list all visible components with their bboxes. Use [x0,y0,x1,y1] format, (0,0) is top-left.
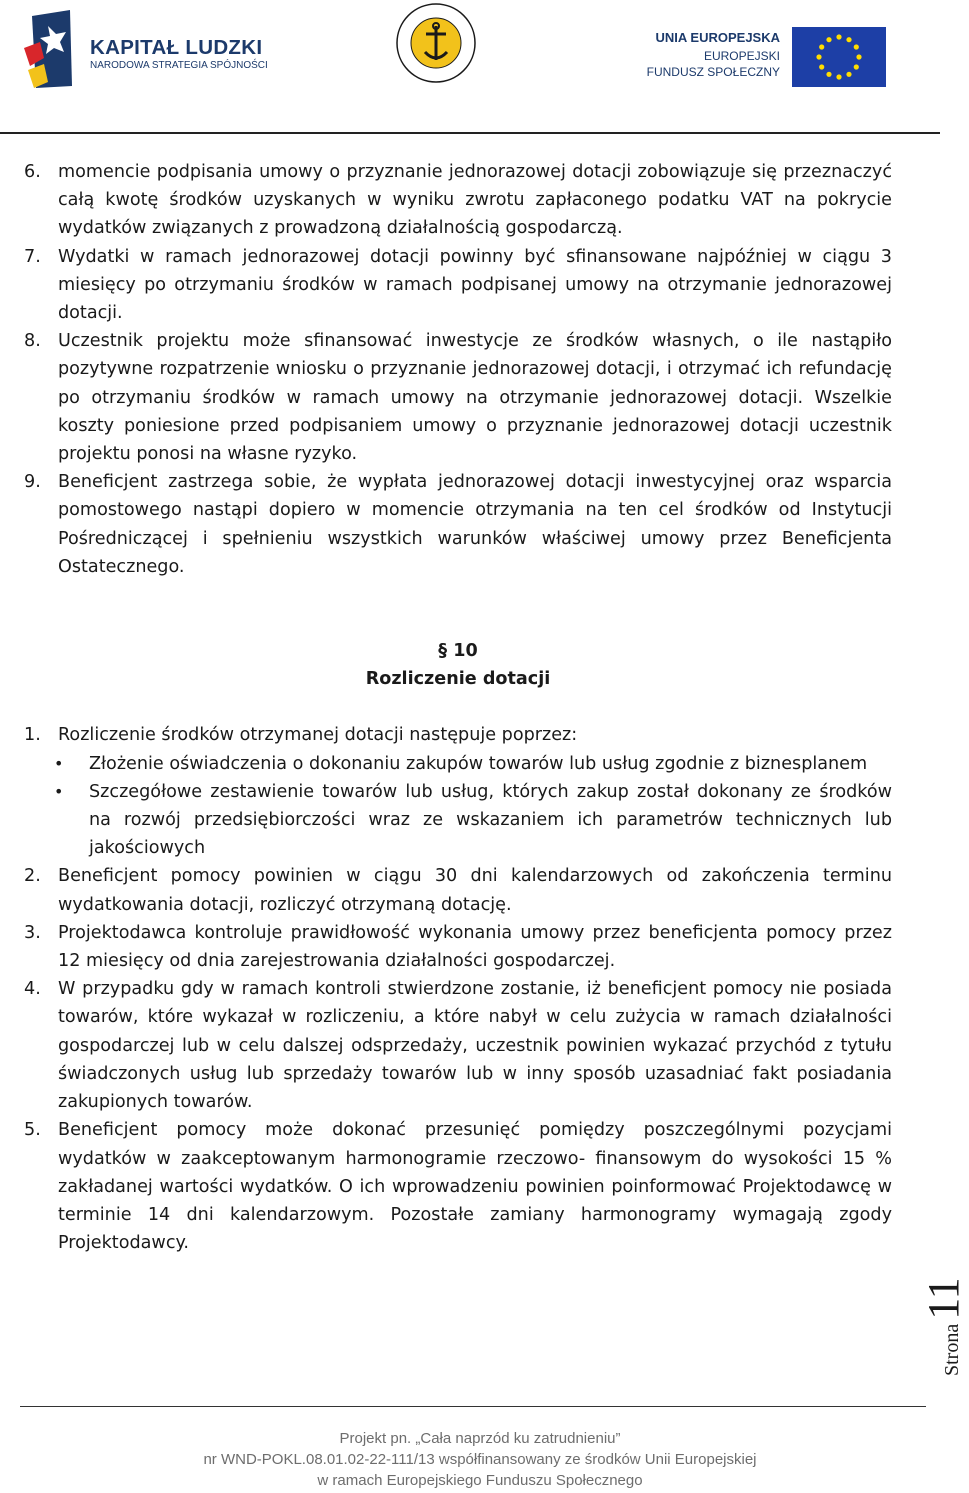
item-text: Beneficjent pomocy powinien w ciągu 30 dni kalendarzowych od zakończenia terminu wydatkowania dotacji, rozliczyć otrzymaną dotację. [58,866,892,915]
item-number: 9. [24,472,41,493]
item-number: 5. [24,1120,41,1141]
item-text: Wydatki w ramach jednorazowej dotacji powinny być sfinansowane najpóźniej w ciągu 3 miesięcy po otrzymaniu środków w ramach podpisanej umowy na otrzymanie jednorazowej dotacji. [58,246,892,324]
item-text: Projektodawca kontroluje prawidłowość wykonania umowy przez beneficjenta pomocy przez 12 miesięcy od dnia zarejestrowania działalności gospodarczej. [58,922,892,972]
item-number: 4. [24,979,41,1000]
page-header [0,0,960,133]
section-title: Rozliczenie dotacji [365,669,551,690]
akademia-morska-seal-icon [395,0,477,86]
kapital-ludzki-title: KAPITAŁ LUDZKI [90,36,263,59]
section-heading [24,637,892,693]
item-number: 3. [24,922,41,943]
item-text: Beneficjent pomocy może dokonać przesunięć pomiędzy poszczególnymi pozycjami wydatków w zaakceptowanym harmonogramie rzeczowo- finansowym do wysokości 15 % zakładanej wartości wydatków. O ich wprowadzeniu powinien poinformować Projektodawcę w terminie 14 dni kalendarzowym. Pozostałe zamiany harmonogramy wymagają zgody Projektodawcy. [58,1120,892,1254]
item-number: 6. [24,162,41,182]
item-text: Beneficjent zastrzega sobie, że wypłata jednorazowej dotacji inwestycyjnej oraz wsparcia pomostowego nastąpi dopiero w momencie otrzymania na ten cel środków od Instytucji Pośredniczącej i spełnieniu wszystkich warunków właściwej umowy przez Beneficjenta Ostatecznego. [58,472,892,577]
item-text: Uczestnik projektu może sfinansować inwestycje ze środków własnych, o ile nastąpiło pozytywne rozpatrzenie wniosku o przyznanie jednorazowej dotacji, i otrzymać ich refundację po otrzymaniu środków w ramach umowy na otrzymanie jednorazowej dotacji. Wszelkie koszty poniesione przed podpisaniem umowy o przyznanie jednorazowej dotacji uczestnik projektu ponosi na własne ryzyko. [58,331,892,465]
page-number: 11 [919,1277,968,1320]
item-number: 7. [24,246,41,267]
eu-line-3: FUNDUSZ SPOŁECZNY [646,65,780,79]
page-footer [0,1428,960,1491]
list-item [24,862,892,918]
footer-line-2: nr WND-POKL.08.01.02-22-111/13 współfinansowany ze środków Unii Europejskiej [203,1451,757,1468]
item-text: momencie podpisania umowy o przyznanie jednorazowej dotacji zobowiązuje się przeznaczyć całą kwotę środków uzyskanych w wyniku zwrotu zapłaconego podatku VAT na pokrycie wydatków związanych z prowadzoną działalnością gospodarczą. [58,162,892,239]
bullet-list [24,750,892,863]
item-number: 8. [24,331,41,352]
list-item [24,243,892,328]
bullet-item: • Złożenie oświadczenia o dokonaniu zakupów towarów lub usług zgodnie z biznesplanem [24,750,892,778]
item-text: W przypadku gdy w ramach kontroli stwierdzone zostanie, iż beneficjent pomocy nie posiada towarów, które wykazał w rozliczeniu, a które nabył w celu zużycia w ramach działalności gospodarczej lub w celu dalszej odsprzedaży, uczestnik powinien wykazać przychód z tytułu świadczonych usług lub sprzedaży towarów lub w inny sposób uzasadniać fakt posiadania zakupionych towarów. [58,979,892,1113]
footer-divider [20,1406,926,1407]
list-item [24,721,892,749]
header-divider [0,132,940,134]
document-body [24,158,892,1257]
item-text: Rozliczenie środków otrzymanej dotacji następuje poprzez: [58,725,578,746]
list-item [24,975,892,1116]
bullet-item: • Szczegółowe zestawienie towarów lub usług, których zakup został dokonany ze środków na rozwój przedsiębiorczości wraz ze wskazaniem ich parametrów technicznych lub jakościowych [24,778,892,863]
item-number: 1. [24,725,41,746]
page-label: Strona [941,1323,963,1376]
footer-line-1: Projekt pn. „Cała naprzód ku zatrudnieniu” [339,1430,621,1447]
list-item [24,919,892,975]
eu-line-2: EUROPEJSKI [703,49,780,63]
kapital-ludzki-subtitle: NARODOWA STRATEGIA SPÓJNOŚCI [90,60,268,71]
page-number-side [918,1277,969,1376]
list-item [24,327,892,468]
list-item [24,468,892,581]
item-number: 2. [24,866,41,887]
eu-line-1: UNIA EUROPEJSKA [655,30,780,45]
list-item [24,1116,892,1257]
section-number: § 10 [438,641,478,662]
footer-line-3: w ramach Europejskiego Funduszu Społecznego [317,1472,643,1489]
eu-flag-icon [792,27,886,87]
list-item [24,158,892,243]
